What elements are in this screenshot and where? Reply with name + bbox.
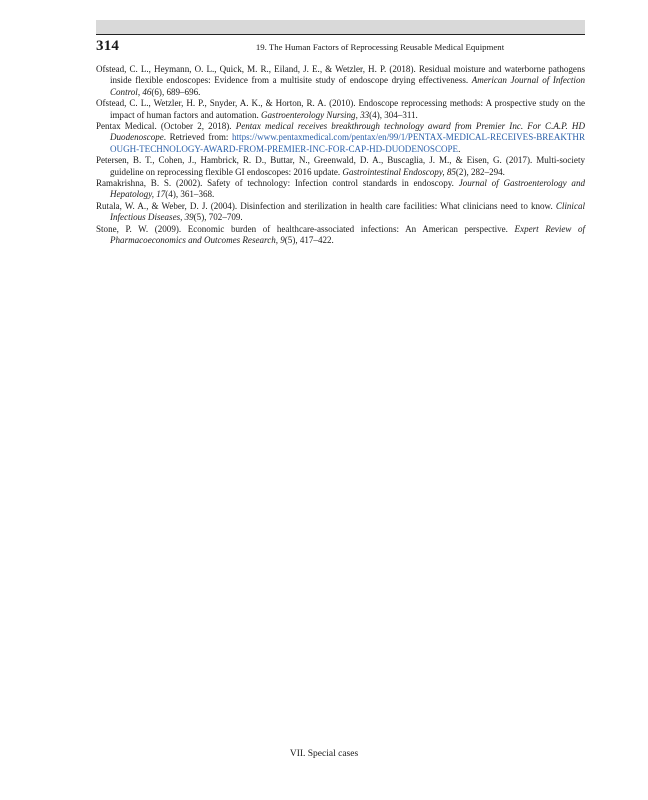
section-footer: VII. Special cases bbox=[289, 749, 359, 759]
reference-tail: . Retrieved from: bbox=[163, 132, 233, 143]
reference-text: Rutala, W. A., & Weber, D. J. (2004). Disinfection and sterilization in health care facilities: What clinicians need to know. bbox=[96, 200, 556, 211]
reference-text: Ofstead, C. L., Heymann, O. L., Quick, M. R., Eiland, J. E., & Wetzler, H. P. (2018). Residual moisture and waterborne pathogens inside flexible endoscopes: Evidence from a multisite study of endoscope drying effectiveness. bbox=[96, 64, 585, 86]
reference-item bbox=[96, 224, 585, 247]
reference-text: Ofstead, C. L., Wetzler, H. P., Snyder, A. K., & Horton, R. A. (2010). Endoscope reprocessing methods: A prospective study on the impact of human factors and automation. bbox=[96, 98, 585, 120]
reference-item bbox=[96, 201, 585, 224]
page-number: 314 bbox=[96, 38, 120, 54]
reference-item bbox=[96, 98, 585, 121]
reference-tail: (4), 304–311. bbox=[369, 109, 418, 120]
reference-source: American Journal of Infection Control, 46 bbox=[110, 75, 585, 97]
header-band bbox=[96, 20, 585, 35]
reference-source: Expert Review of Pharmacoeconomics and Outcomes Research, 9 bbox=[110, 223, 586, 246]
reference-text: Stone, P. W. (2009). Economic burden of healthcare-associated infections: An American perspective. bbox=[96, 223, 515, 234]
reference-tail: (5), 417–422. bbox=[284, 235, 334, 246]
reference-item bbox=[96, 178, 585, 201]
running-head: 19. The Human Factors of Reprocessing Reusable Medical Equipment bbox=[255, 42, 505, 52]
reference-item bbox=[96, 64, 585, 98]
reference-text: Ramakrishna, B. S. (2002). Safety of technology: Infection control standards in endoscopy. bbox=[96, 178, 459, 189]
reference-end: . bbox=[458, 143, 461, 154]
reference-tail: (4), 361–368. bbox=[165, 189, 215, 200]
reference-text: Pentax Medical. (October 2, 2018). bbox=[96, 121, 236, 132]
reference-source: Pentax medical receives breakthrough technology award from Premier Inc. For C.A.P. HD Duodenoscope bbox=[110, 121, 585, 143]
reference-source: Gastrointestinal Endoscopy, 85 bbox=[342, 166, 456, 177]
reference-source: Gastroenterology Nursing, 33 bbox=[261, 109, 370, 120]
reference-item bbox=[96, 155, 585, 178]
reference-source: Journal of Gastroenterology and Hepatology, 17 bbox=[110, 178, 586, 200]
reference-source: Clinical Infectious Diseases, 39 bbox=[110, 200, 585, 223]
reference-link[interactable]: https://www.pentaxmedical.com/pentax/en/99/1/PENTAX-MEDICAL-RECEIVES-BREAKTHROUGH-TECHNOLOGY-AWARD-FROM-PREMIER-INC-FOR-CAP-HD-DUODENOSCOPE bbox=[110, 132, 585, 154]
reference-item bbox=[96, 121, 585, 155]
reference-text: Petersen, B. T., Cohen, J., Hambrick, R. D., Buttar, N., Greenwald, D. A., Buscaglia, J. M., & Eisen, G. (2017). Multi-society guideline on reprocessing flexible GI endoscopes: 2016 update. bbox=[96, 155, 585, 177]
reference-tail: (2), 282–294. bbox=[455, 166, 505, 177]
reference-tail: (6), 689–696. bbox=[151, 86, 201, 97]
reference-tail: (5), 702–709. bbox=[193, 212, 243, 223]
reference-list bbox=[96, 64, 585, 247]
